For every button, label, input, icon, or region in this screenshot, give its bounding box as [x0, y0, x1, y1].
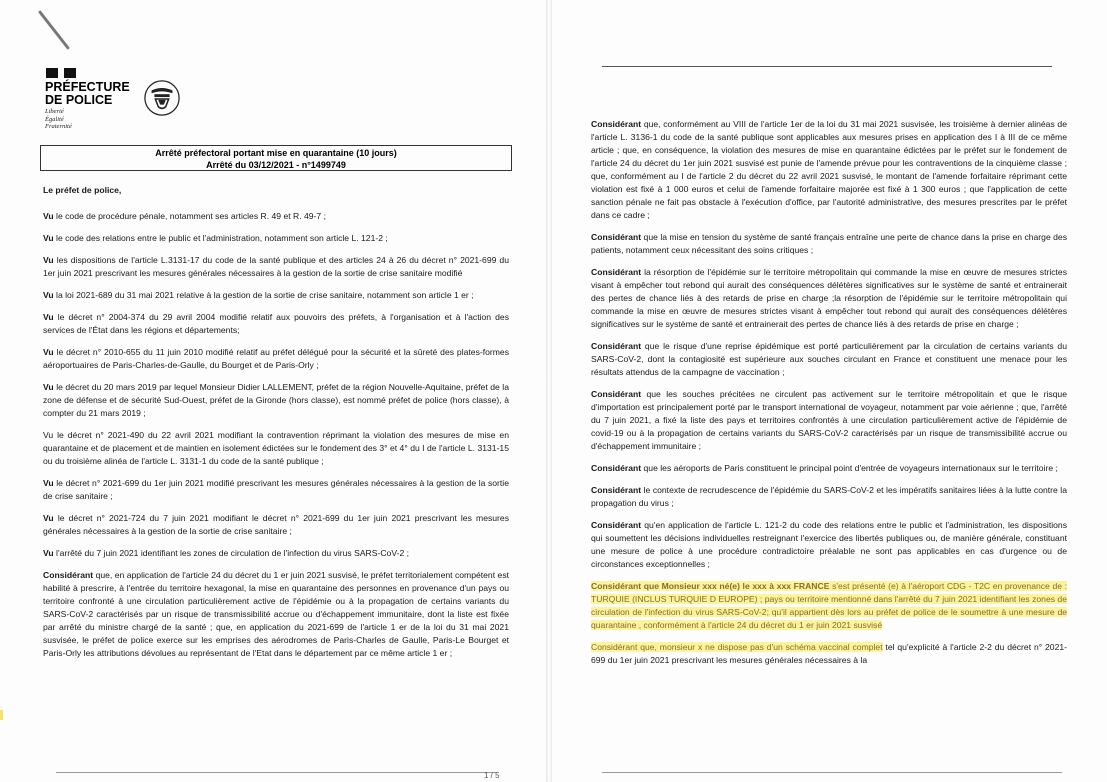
considerant-paragraph: Considérant le contexte de recrudescence de l'épidémie du SARS-CoV-2 et les impératifs sanitaires liées à la lutte contre la propagation du virus ;	[591, 485, 1067, 508]
vu-paragraph: Vu l'arrêté du 7 juin 2021 identifiant les zones de circulation de l'infection du virus SARS-CoV-2 ;	[43, 548, 410, 558]
considerant-paragraph: Considérant que les souches précitées ne circulent pas activement sur le territoire métropolitain et que le risque d'importation est principalement porté par le transport international de voyageur, notamment par voie aérienne ; que, l'arrêté du 7 juin 2021, a fixé la liste des pays et territoires confrontés à une circulation particulièrement active de l'épidémie de covid-19 ou à la propagation de certains variants du SARS-CoV-2 caractérisés par un risque de transmissibilité accrue ou d'échappement immunitaire ;	[591, 389, 1067, 451]
highlight-edge-mark	[0, 710, 3, 720]
decree-title: Arrêté préfectoral portant mise en quarantaine (10 jours)	[155, 148, 397, 158]
highlighted-paragraph-traveler: Considérant que Monsieur xxx né(e) le xxx à xxx FRANCE s'est présenté (e) à l'aéroport CDG - T2C en provenance de : TURQUIE (INCLUS TURQUIE D EUROPE) ; pays ou territoire mentionné dans l'arrêté du 7 juin 2021 identifiant les zones de circulation de l'infection du virus SARS-CoV-2; qu'il appartient dès lors au préfet de police de le soumettre à une mesure de quarantaine , conformément à l'article 24 du décret du 1 er juin 2021 susvisé	[591, 581, 1068, 630]
considerant-paragraph: Considérant que les aéroports de Paris constituent le principal point d'entrée de voyageurs internationaux sur le territoire ;	[591, 463, 1058, 473]
vu-paragraph: Vu les dispositions de l'article L.3131-17 du code de la santé publique et des articles 24 à 26 du décret n° 2021-699 du 1er juin 2021 prescrivant les mesures générales nécessaires à la gestion de la sortie de crise sanitaire modifié	[43, 255, 509, 278]
footer-rule	[56, 772, 496, 773]
vu-paragraph: Vu le décret n° 2010-655 du 11 juin 2010 modifié relatif au préfet délégué pour la sécurité et la sûreté des plates-formes aéroportuaires de Paris-Charles-de-Gaulle, du Bourget et de Paris-Orly ;	[43, 347, 509, 370]
highlighted-paragraph-vaccination: Considérant que, monsieur x ne dispose pas d'un schéma vaccinal complet tel qu'explicité à l'article 2-2 du décret n° 2021-699 du 1er juin 2021 prescrivant les mesures générales nécessaires à la	[591, 642, 1068, 665]
considerant-paragraph: Considérant la résorption de l'épidémie sur le territoire métropolitain qui commande la mise en œuvre de mesures strictes visant à empêcher tout rebond qui aurait des conséquences délétères significatives sur le système de santé et entrainerait des pertes de chance liés à des retards de prise en charge ;la résorption de l'épidémie sur le territoire métropolitain qui commande la mise en œuvre de mesures strictes visant à empêcher tout rebond qui aurait des conséquences délétères significatives sur le système de santé et entrainerait des pertes de chance liés à des retards de prise en charge ;	[591, 267, 1067, 329]
right-page	[552, 0, 1107, 782]
marianne-logo	[46, 68, 76, 78]
considerant-paragraph: Considérant que, en application de l'article 24 du décret du 1 er juin 2021 susvisé, le préfet territorialement compétent est habilité à prescrire, à l'entrée du territoire hexagonal, la mise en quarantaine des personnes en provenance d'un pays ou territoire confronté à une circulation particulièrement active de l'épidémie ou à la propagation de certains variants du SARS-CoV-2 caractérisés par un risque de transmissibilité accrue ou d'échappement immunitaire, dont la liste est fixée par arrêté du ministre chargé de la santé ; que, en application du 2021-699 de l'article 1 er de la loi du 31 mai 2021 susvisée, le préfet de police exerce sur les emprises des aérodromes de Paris-Charles de Gaulle, Paris-Le Bourget et Paris-Orly les attributions dévolues au représentant de l'Etat dans le département par ce même article 1 er ;	[43, 570, 509, 658]
republic-motto: Liberté Égalité Fraternité	[45, 108, 72, 130]
considerant-paragraph: Considérant que le risque d'une reprise épidémique est porté particulièrement par la circulation de certains variants du SARS-CoV-2, dont la contagiosité est supérieure aux souches circulant en France et constituent une menace pour les résultats attendus de la campagne de vaccination ;	[591, 341, 1067, 377]
right-body-text	[591, 118, 1067, 676]
considerant-paragraph: Considérant que la mise en tension du système de santé français entraîne une perte de chance dans la prise en charge des patients, notamment ceux nécessitant des soins critiques ;	[591, 232, 1067, 255]
vu-paragraph: Vu le décret du 20 mars 2019 par lequel Monsieur Didier LALLEMENT, préfet de la région Nouvelle-Aquitaine, préfet de la zone de défense et de sécurité Sud-Ouest, préfet de la Gironde (hors classe), est nommé préfet de police (hors classe), à compter du 21 mars 2019 ;	[43, 382, 509, 418]
vu-paragraph: Vu le décret n° 2004-374 du 29 avril 2004 modifié relatif aux pouvoirs des préfets, à l'organisation et à l'action des services de l'État dans les régions et départements;	[43, 312, 509, 335]
police-emblem-logo	[143, 79, 181, 117]
vu-paragraph: Vu le code des relations entre le public et l'administration, notamment son article L. 121-2 ;	[43, 233, 388, 243]
page-number: 1 / 5	[484, 771, 500, 780]
vu-paragraph: Vu le décret n° 2021-699 du 1er juin 2021 modifié prescrivant les mesures générales nécessaires à la gestion de la sortie de crise sanitaire ;	[43, 478, 509, 501]
intro-line: Le préfet de police,	[43, 185, 122, 195]
considerant-paragraph: Considérant que, conformément au VIII de l'article 1er de la loi du 31 mai 2021 susvisée, les troisième à dernier alinéas de l'article L. 3136-1 du code de la santé publique sont applicables aux mesures prises en application des I à III de ce même article ; que, en conséquence, la violation des mesures de mise en quarantaine édictées par le préfet sur le fondement de l'article 24 du décret du 1er juin 2021 susvisé est punie de l'amende prévue pour les contraventions de la cinquième classe ; que, conformément au I de l'article 2 du décret du 22 avril 2021 susvisé, le montant de l'amende forfaitaire réprimant cette violation est fixé à 1 000 euros et celui de l'amende forfaitaire majorée est fixé à 1 300 euros ; que l'application de cette sanction pénale ne fait pas obstacle à l'exécution d'office, par l'autorité administrative, des mesures prescrites par le préfet dans ce cadre ;	[591, 119, 1067, 220]
vu-paragraph: Vu le code de procédure pénale, notamment ses articles R. 49 et R. 49-7 ;	[43, 211, 326, 221]
decree-number: Arrêté du 03/12/2021 - n°1499749	[206, 160, 346, 170]
vu-paragraph: Vu la loi 2021-689 du 31 mai 2021 relative à la gestion de la sortie de crise sanitaire, notamment son article 1 er ;	[43, 290, 474, 300]
header-rule	[602, 66, 1052, 67]
decree-title-box	[40, 145, 512, 171]
staple-mark	[38, 10, 70, 50]
left-page	[0, 0, 546, 782]
vu-paragraph: Vu le décret n° 2021-490 du 22 avril 2021 modifiant la contravention réprimant la violation des mesures de mise en quarantaine et de placement et de maintien en isolement édictées sur le fondement des 3° et 4° du I de l'article L. 3131-15 ou du troisième alinéa de l'article L. 3131-1 du code de la santé publique ;	[43, 430, 509, 466]
vu-paragraph: Vu le décret n° 2021-724 du 7 juin 2021 modifiant le décret n° 2021-699 du 1er juin 2021 prescrivant les mesures générales nécessaires à la gestion de la sortie de crise sanitaire ;	[43, 513, 509, 536]
prefecture-name: PRÉFECTURE DE POLICE	[45, 80, 130, 107]
left-body-text	[43, 184, 509, 669]
considerant-paragraph: Considérant qu'en application de l'article L. 121-2 du code des relations entre le public et l'administration, les dispositions qui soumettent les décisions individuelles restreignant l'exercice des libertés publiques ou, de manière générale, constituant une mesure de police à une procédure contradictoire préalable ne sont pas applicables en cas d'urgence ou de circonstances exceptionnelles ;	[591, 520, 1067, 569]
footer-rule	[602, 772, 1062, 773]
